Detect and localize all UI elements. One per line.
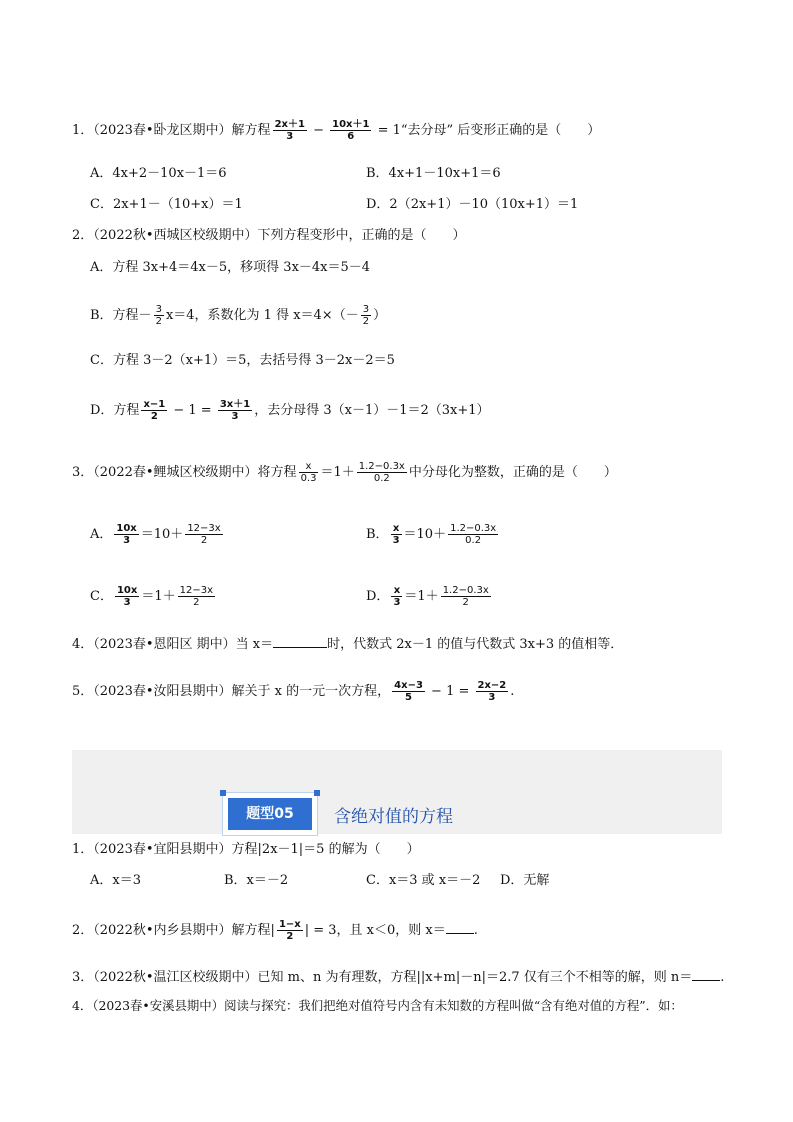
fraction: $\frac{2x-2}{3}$ (477, 680, 507, 703)
option-b: B． $\frac{x}{3}$ ＝10＋ $\frac{1.2-0.3x}{0.2}$ (366, 523, 497, 546)
question-1: 1．（2023春•卧龙区期中）解方程 $\frac{2x+1}{3}$ − $\frac{10x+1}{6}$ = 1“去分母” 后变形正确的是（ ） (72, 119, 601, 142)
fraction: $\frac{3}{2}$ (362, 304, 370, 327)
option-a: A． $\frac{10x}{3}$ ＝10＋ $\frac{12-3x}{2}$ (90, 523, 221, 546)
fraction: $\frac{10x}{3}$ (116, 585, 138, 608)
option-c: C．方程 3－2（x+1）＝5，去括号得 3－2x－2＝5 (90, 353, 395, 368)
option-d: D． $\frac{x}{3}$ ＝1＋ $\frac{1.2-0.3x}{2}$ (366, 585, 489, 608)
fraction: $\frac{x}{3}$ (392, 523, 400, 546)
section-badge (222, 792, 318, 836)
abs-question-2: 2．（2022秋•内乡县期中）解方程| $\frac{1-x}{2}$ | = 3，且 x＜0，则 x＝ . (72, 919, 478, 942)
question-3: 3．（2022春•鲤城区校级期中）将方程 $\frac{x}{0.3}$ ＝1＋ $\frac{1.2-0.3x}{0.2}$ 中分母化为整数，正确的是（ ） (72, 461, 617, 484)
answer-blank[interactable] (273, 635, 327, 648)
answer-blank[interactable] (446, 921, 474, 934)
fraction: $\frac{10x}{3}$ (116, 523, 137, 546)
option-a: A．x＝3 (90, 873, 141, 888)
abs-question-4: 4．（2023春•安溪县期中）阅读与探究：我们把绝对值符号内含有未知数的方程叫做“含有绝对值的方程”．如： (72, 998, 683, 1013)
option-a: A．方程 3x+4＝4x－5，移项得 3x－4x＝5－4 (90, 260, 371, 275)
fraction: $\frac{x}{0.3}$ (300, 461, 317, 484)
question-2: 2．（2022秋•西城区校级期中）下列方程变形中，正确的是（ ） (72, 228, 466, 243)
fraction: $\frac{2x+1}{3}$ (274, 119, 305, 142)
abs-question-3: 3．（2022秋•温江区校级期中）已知 m、n 为有理数，方程||x+m|－n|＝2.7 仅有三个不相等的解，则 n＝ . (72, 970, 725, 985)
fraction: $\frac{1.2-0.3x}{0.2}$ (450, 523, 497, 546)
option-b: B．x＝－2 (224, 873, 289, 888)
option-b: B．方程－ $\frac{3}{2}$ x＝4，系数化为 1 得 x＝4×（－ $\frac{3}{2}$ ） (90, 304, 387, 327)
option-d: D．无解 (500, 873, 550, 888)
fraction: $\frac{x-1}{2}$ (143, 399, 166, 422)
section-badge-label: 题型05 (228, 798, 312, 830)
fraction: $\frac{12-3x}{2}$ (187, 523, 221, 546)
option-b: B．4x+1－10x+1＝6 (366, 166, 501, 181)
abs-question-1: 1．（2023春•宜阳县期中）方程|2x－1|＝5 的解为（ ） (72, 842, 420, 857)
option-a: A．4x+2－10x－1＝6 (90, 166, 227, 181)
option-c: C．2x+1－（10+x）＝1 (90, 197, 243, 212)
fraction: $\frac{1-x}{2}$ (278, 919, 301, 942)
fraction: $\frac{12-3x}{2}$ (179, 585, 213, 608)
option-c: C． $\frac{10x}{3}$ ＝1＋ $\frac{12-3x}{2}$ (90, 585, 213, 608)
fraction: $\frac{x}{3}$ (393, 585, 401, 608)
fraction: $\frac{1.2-0.3x}{0.2}$ (358, 461, 405, 484)
answer-blank[interactable] (692, 968, 720, 981)
fraction: $\frac{3}{2}$ (155, 304, 162, 327)
question-4: 4．（2023春•恩阳区 期中）当 x＝ 时，代数式 2x－1 的值与代数式 3x+3 的值相等． (72, 637, 624, 652)
question-5: 5．（2023春•汝阳县期中）解关于 x 的一元一次方程， $\frac{4x-3}{5}$ − 1 = $\frac{2x-2}{3}$ . (72, 680, 515, 703)
option-c: C．x＝3 或 x＝－2 (366, 873, 481, 888)
fraction: $\frac{10x+1}{6}$ (332, 119, 370, 142)
fraction: $\frac{3x+1}{3}$ (219, 399, 251, 422)
fraction: $\frac{4x-3}{5}$ (394, 680, 423, 703)
fraction: $\frac{1.2-0.3x}{2}$ (442, 585, 489, 608)
option-d: D．方程 $\frac{x-1}{2}$ − 1 = $\frac{3x+1}{3}$ ，去分母得 3（x－1）－1＝2（3x+1） (90, 399, 490, 422)
section-title: 含绝对值的方程 (334, 807, 453, 827)
option-d: D．2（2x+1）－10（10x+1）＝1 (366, 197, 579, 212)
